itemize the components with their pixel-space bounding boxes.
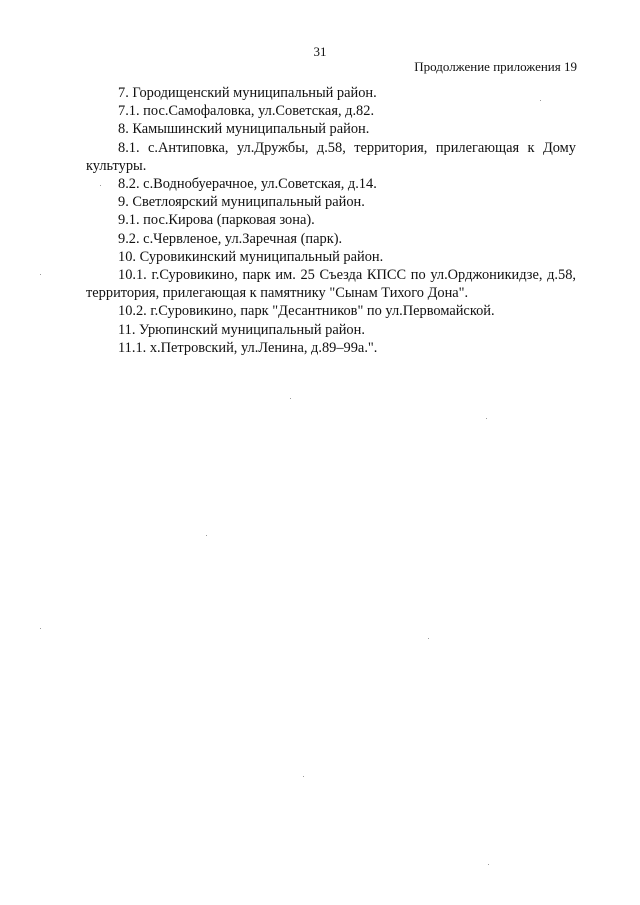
paragraph: 9.2. с.Червленое, ул.Заречная (парк). xyxy=(118,230,343,247)
paragraph: 10.2. г.Суровикино, парк "Десантников" по ул.Первомайской. xyxy=(118,303,495,320)
scan-speck xyxy=(540,100,541,101)
scan-speck xyxy=(40,274,41,275)
scan-speck xyxy=(428,638,429,639)
scan-speck xyxy=(40,628,41,629)
scan-speck xyxy=(206,535,207,536)
paragraph: 11.1. х.Петровский, ул.Ленина, д.89–99а.". xyxy=(118,339,378,356)
paragraph: 7.1. пос.Самофаловка, ул.Советская, д.82. xyxy=(118,103,375,120)
page-number: 31 xyxy=(313,44,327,59)
scan-speck xyxy=(100,185,101,186)
scan-speck xyxy=(303,776,304,777)
paragraph: 9. Светлоярский муниципальный район. xyxy=(118,194,365,211)
paragraph: 10.1. г.Суровикино, парк им. 25 Съезда КПСС по ул.Орджоникидзе, д.58, территория, прилегающая к памятнику "Сынам Тихого Дона". xyxy=(86,267,576,302)
scan-speck xyxy=(290,398,291,399)
paragraph: 9.1. пос.Кирова (парковая зона). xyxy=(118,212,315,229)
paragraph: 8.2. с.Воднобуерачное, ул.Советская, д.14. xyxy=(118,176,377,193)
scan-speck xyxy=(486,418,487,419)
scan-speck xyxy=(488,864,489,865)
paragraph: 8.1. с.Антиповка, ул.Дружбы, д.58, территория, прилегающая к Дому культуры. xyxy=(86,139,576,174)
continuation-note: Продолжение приложения 19 xyxy=(414,59,577,74)
paragraph: 8. Камышинский муниципальный район. xyxy=(118,121,370,138)
paragraph: 10. Суровикинский муниципальный район. xyxy=(118,248,384,265)
paragraph: 7. Городищенский муниципальный район. xyxy=(118,85,377,101)
paragraph: 11. Урюпинский муниципальный район. xyxy=(118,321,365,338)
document-body xyxy=(86,84,576,357)
